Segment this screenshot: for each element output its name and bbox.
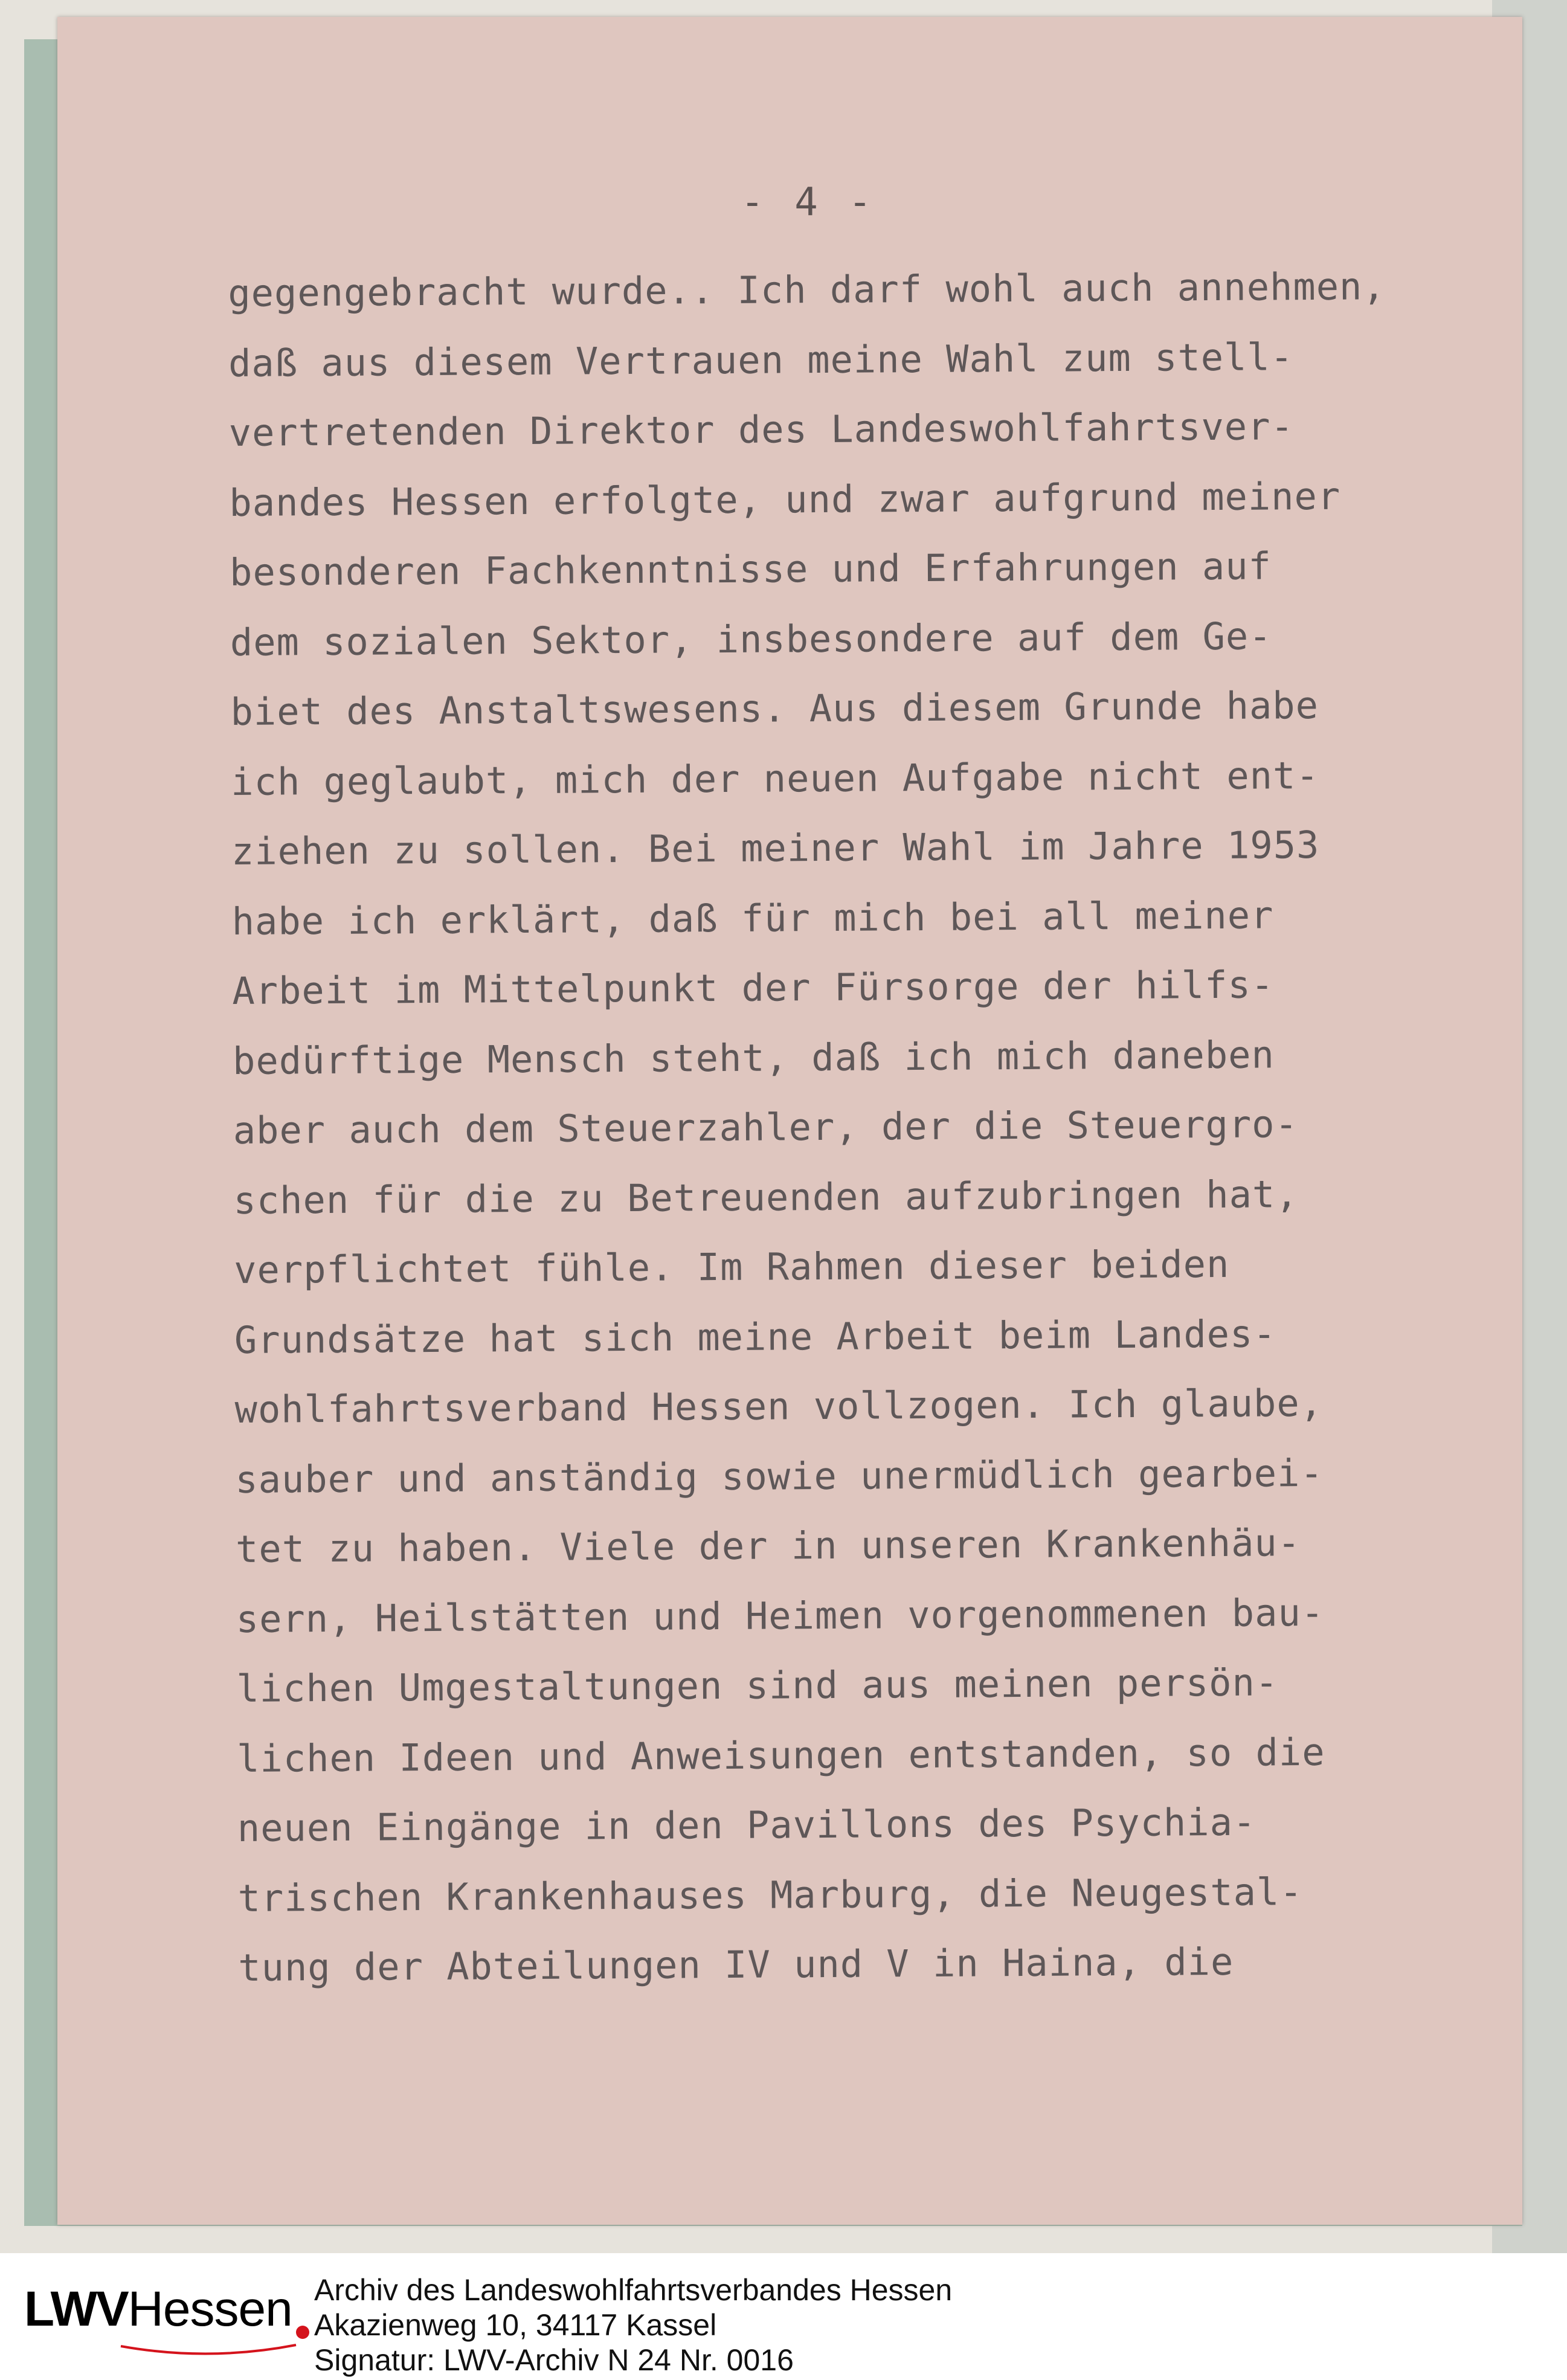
logo-text-bold: LWV — [24, 2282, 128, 2337]
archive-info — [314, 2272, 952, 2378]
text-line: wohlfahrtsverband Hessen vollzogen. Ich glaube, — [234, 1380, 1324, 1432]
text-line: biet des Anstaltswesens. Aus diesem Grunde habe — [230, 683, 1319, 734]
text-line: Grundsätze hat sich meine Arbeit beim Landes- — [234, 1311, 1276, 1362]
logo-dot-icon — [296, 2326, 309, 2339]
text-line: verpflichtet fühle. Im Rahmen dieser beiden — [234, 1241, 1230, 1292]
text-line: habe ich erklärt, daß für mich bei all meiner — [231, 892, 1274, 944]
logo-text-light: Hessen — [127, 2282, 292, 2337]
text-line: sauber und anständig sowie unermüdlich gearbei- — [235, 1450, 1324, 1502]
text-line: trischen Krankenhauses Marburg, die Neugestal- — [237, 1869, 1303, 1920]
text-line: tung der Abteilungen IV und V in Haina, die — [238, 1939, 1234, 1990]
text-line: neuen Eingänge in den Pavillons des Psychia- — [237, 1799, 1256, 1850]
text-line: schen für die zu Betreuenden aufzubringen hat, — [233, 1171, 1299, 1223]
text-line: besonderen Fachkenntnisse und Erfahrungen auf — [229, 544, 1272, 594]
text-line: Arbeit im Mittelpunkt der Fürsorge der hilfs- — [232, 962, 1275, 1013]
text-line: lichen Umgestaltungen sind aus meinen persön- — [236, 1660, 1279, 1711]
page-number: - 4 - — [741, 180, 875, 225]
lwv-hessen-logo — [24, 2281, 309, 2347]
text-line: aber auch dem Steuerzahler, der die Steuergro- — [233, 1102, 1299, 1153]
text-line: lichen Ideen und Anweisungen entstanden, so die — [236, 1729, 1325, 1781]
text-line: dem sozialen Sektor, insbesondere auf dem Ge- — [230, 613, 1272, 664]
text-line: tet zu haben. Viele der in unseren Krankenhäu- — [235, 1520, 1301, 1571]
archive-name: Archiv des Landeswohlfahrtsverbandes Hessen — [314, 2273, 953, 2307]
text-line: bandes Hessen erfolgte, und zwar aufgrund meiner — [229, 474, 1341, 525]
text-line: ziehen zu sollen. Bei meiner Wahl im Jahre 1953 — [231, 822, 1320, 873]
text-line: bedürftige Mensch steht, daß ich mich daneben — [232, 1032, 1275, 1083]
text-line: sern, Heilstätten und Heimen vorgenommenen bau- — [236, 1590, 1325, 1641]
archive-footer — [0, 2253, 1567, 2380]
text-line: daß aus diesem Vertrauen meine Wahl zum stell- — [228, 334, 1294, 385]
text-line: vertretenden Direktor des Landeswohlfahrtsver- — [228, 404, 1295, 455]
text-line: gegengebracht wurde.. Ich darf wohl auch annehmen, — [228, 264, 1386, 315]
document-page — [57, 17, 1522, 2225]
text-line: ich geglaubt, mich der neuen Aufgabe nicht ent- — [231, 753, 1319, 804]
typed-text-body — [228, 251, 1519, 2002]
archive-address: Akazienweg 10, 34117 Kassel — [314, 2308, 717, 2342]
logo-swoosh-icon — [118, 2341, 299, 2359]
archive-signature: Signatur: LWV-Archiv N 24 Nr. 0016 — [314, 2343, 794, 2377]
